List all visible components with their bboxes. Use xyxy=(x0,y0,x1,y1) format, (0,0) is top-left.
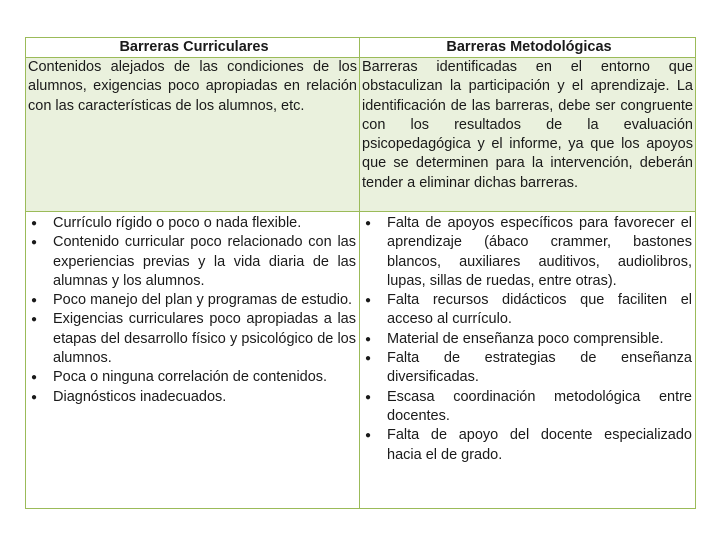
list-item xyxy=(360,214,695,291)
list-item xyxy=(26,310,359,368)
list-item-text: Falta de apoyos específicos para favorecer el aprendizaje (ábaco crammer, bastones blancos, auxiliares auditivos, audiolibros, lupas, sillas de ruedas, entre otras). xyxy=(387,215,692,289)
bullet-icon: ● xyxy=(31,295,38,307)
list-item xyxy=(360,330,695,349)
list-item-text: Falta de apoyo del docente especializado hacia el de grado. xyxy=(387,427,692,463)
description-metodologicas: Barreras identificadas en el entorno que obstaculizan la participación y el aprendizaje. La identificación de las barreras, debe ser congruente con los resultados de la evaluación psicopedagógica y el informe, ya que los apoyos que se determinen para la intervención, deberán tender a eliminar dichas barreras. xyxy=(360,58,695,212)
list-item xyxy=(26,388,359,407)
list-item xyxy=(360,388,695,427)
bullet-icon: ● xyxy=(365,333,372,345)
list-item-text: Poca o ninguna correlación de contenidos. xyxy=(53,369,328,386)
list-item-text: Material de enseñanza poco comprensible. xyxy=(387,330,664,347)
bullet-icon: ● xyxy=(365,430,372,442)
bullet-icon: ● xyxy=(365,218,372,229)
list-item xyxy=(360,426,695,465)
list-cell-metodologicas xyxy=(360,212,695,508)
bullet-icon: ● xyxy=(31,391,38,403)
list-item xyxy=(26,291,359,310)
bullet-icon: ● xyxy=(31,372,38,384)
list-item-text: Contenido curricular poco relacionado con las experiencias previas y la vida diaria de las alumnas y los alumnos. xyxy=(53,234,356,289)
curriculares-list xyxy=(26,214,359,407)
description-curriculares: Contenidos alejados de las condiciones de los alumnos, exigencias poco apropiadas en relación con las características de los alumnos, etc. xyxy=(26,58,360,212)
bullet-icon: ● xyxy=(365,295,372,307)
list-item-text: Poco manejo del plan y programas de estudio. xyxy=(53,292,353,309)
header-metodologicas: Barreras Metodológicas xyxy=(360,38,695,58)
list-item-text: Falta recursos didácticos que faciliten el acceso al currículo. xyxy=(387,292,692,328)
list-item xyxy=(26,214,359,233)
list-item xyxy=(360,349,695,388)
barriers-table xyxy=(25,37,696,509)
bullet-icon: ● xyxy=(365,391,372,403)
list-item-text: Diagnósticos inadecuados. xyxy=(53,388,227,405)
list-item-text: Escasa coordinación metodológica entre docentes. xyxy=(387,388,692,424)
metodologicas-list xyxy=(360,214,695,465)
list-item xyxy=(360,291,695,330)
list-cell-curriculares xyxy=(26,212,360,508)
bullet-icon: ● xyxy=(31,237,38,249)
list-item xyxy=(26,368,359,387)
header-curriculares: Barreras Curriculares xyxy=(26,38,360,58)
list-item-text: Exigencias curriculares poco apropiadas a las etapas del desarrollo físico y psicológico de los alumnos. xyxy=(53,311,356,367)
bullet-icon: ● xyxy=(31,218,38,229)
list-item-text: Falta de estrategias de enseñanza diversificadas. xyxy=(387,350,692,386)
bullet-icon: ● xyxy=(365,353,372,365)
list-item xyxy=(26,233,359,291)
bullet-icon: ● xyxy=(31,314,38,326)
list-item-text: Currículo rígido o poco o nada flexible. xyxy=(53,215,302,231)
